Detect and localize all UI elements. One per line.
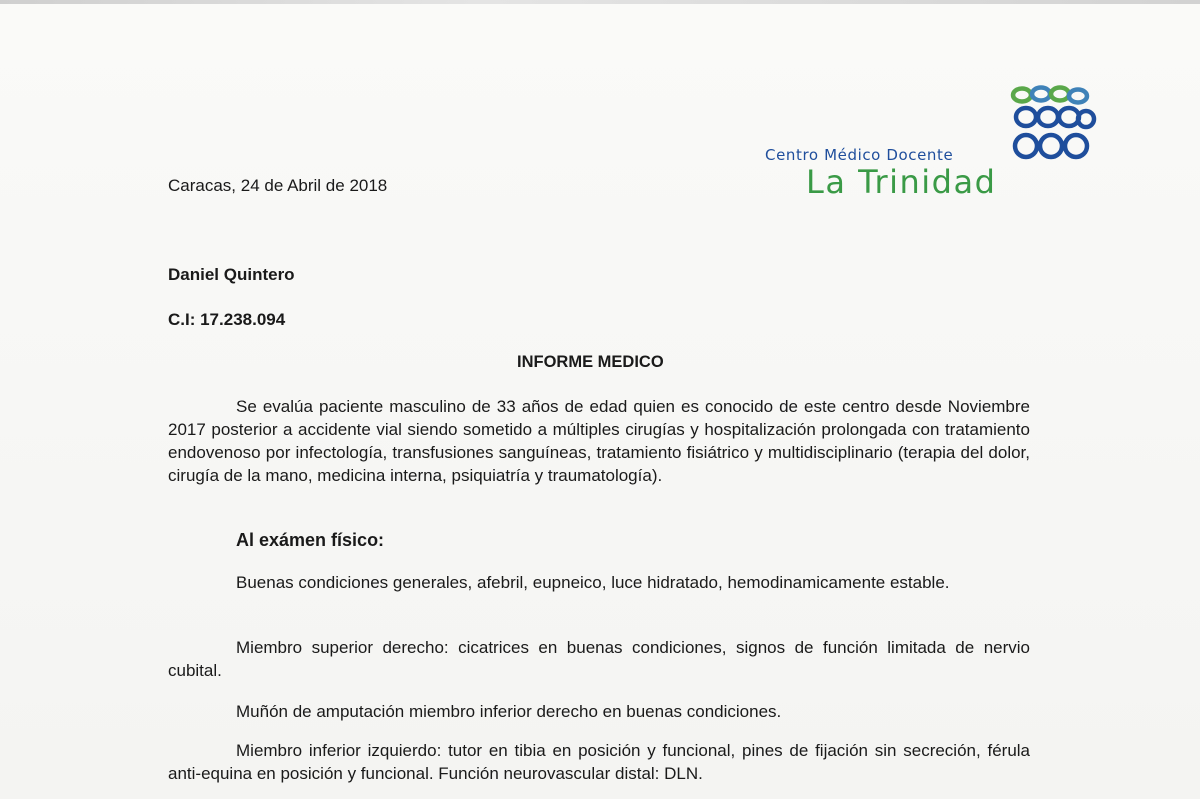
exam-paragraph-lower-limb: Miembro inferior izquierdo: tutor en tibia en posición y funcional, pines de fijación sin secreción, férula anti-equina en posición y funcional. Función neurovascular distal: DLN. — [168, 741, 1030, 783]
paper-edge — [0, 0, 1200, 4]
patient-id: C.I: 17.238.094 — [168, 310, 286, 329]
date-line: Caracas, 24 de Abril de 2018 — [168, 176, 388, 195]
exam-heading: Al exámen físico: — [236, 530, 385, 550]
exam-paragraph-upper-limb: Miembro superior derecho: cicatrices en buenas condiciones, signos de función limitada de nervio cubital. — [168, 638, 1030, 680]
logo-subtitle: Centro Médico Docente — [765, 146, 954, 164]
history-paragraph: Se evalúa paciente masculino de 33 años de edad quien es conocido de este centro desde Noviembre 2017 posterior a accidente vial siendo sometido a múltiples cirugías y hospitalización prolongada con tratamiento endovenoso por infectología, transfusiones sanguíneas, tratamiento fisiátrico y multidisciplinario (terapia del dolor, cirugía de la mano, medicina interna, psiquiatría y traumatología). — [168, 397, 1030, 485]
exam-paragraph-stump: Muñón de amputación miembro inferior derecho en buenas condiciones. — [236, 702, 782, 721]
logo-circles-icon — [1008, 84, 1098, 168]
logo-name: La Trinidad — [806, 163, 997, 201]
clinic-logo — [760, 84, 1100, 204]
patient-name: Daniel Quintero — [168, 265, 295, 284]
report-title: INFORME MEDICO — [517, 353, 664, 371]
exam-paragraph-general: Buenas condiciones generales, afebril, eupneico, luce hidratado, hemodinamicamente estable. — [236, 573, 950, 592]
